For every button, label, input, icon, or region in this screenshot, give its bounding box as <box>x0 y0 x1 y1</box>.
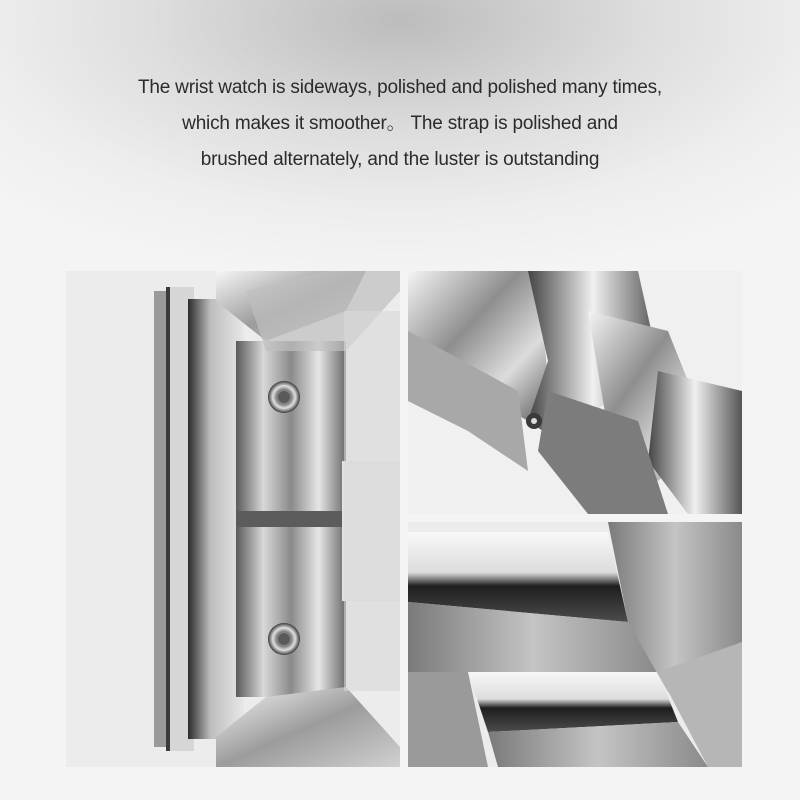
caption-line-3: brushed alternately, and the luster is outstanding <box>200 149 600 170</box>
strap-top-illustration <box>408 271 742 514</box>
strap-bottom-illustration <box>408 522 742 767</box>
watch-side-profile-photo <box>66 271 400 767</box>
watch-side-illustration <box>66 271 400 767</box>
strap-link-closeup-photo-bottom <box>408 522 742 767</box>
caption-line-2: which makes it smoother。 The strap is polished and <box>182 113 618 134</box>
description-caption <box>0 70 800 178</box>
caption-line-1: The wrist watch is sideways, polished and polished many times, <box>137 77 663 98</box>
strap-link-closeup-photo-top <box>408 271 742 514</box>
